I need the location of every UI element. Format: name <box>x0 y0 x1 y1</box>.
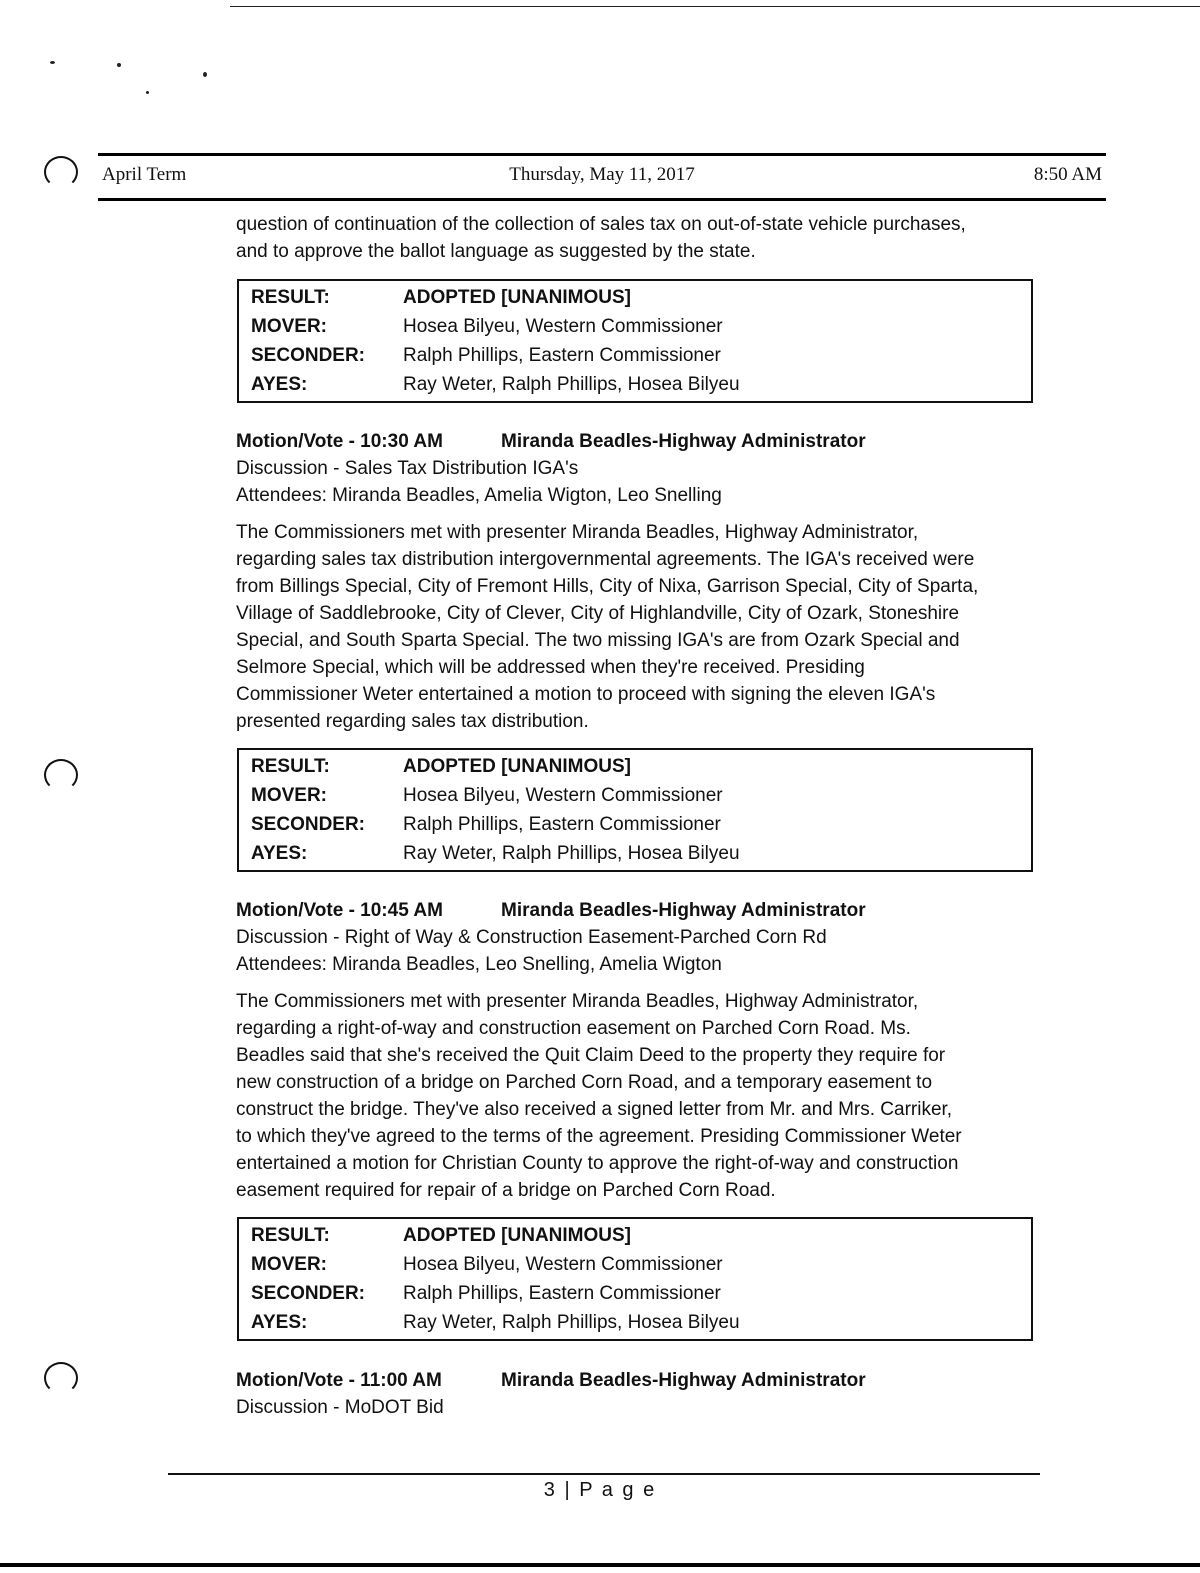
vote-row-mover <box>251 781 1031 810</box>
text-line: and to approve the ballot language as suggested by the state. <box>236 241 756 262</box>
vote-row-result <box>251 283 1031 312</box>
meeting-time: 8:50 AM <box>1033 164 1102 185</box>
result-value: ADOPTED [UNANIMOUS] <box>403 287 631 308</box>
motion-heading <box>236 1367 1036 1394</box>
presenter-name: Miranda Beadles-Highway Administrator <box>501 1370 866 1391</box>
text-line: construct the bridge. They've also received a signed letter from Mr. and Mrs. Carriker, <box>236 1099 953 1120</box>
vote-row-mover <box>251 312 1031 341</box>
text-line: new construction of a bridge on Parched Corn Road, and a temporary easement to <box>236 1072 933 1093</box>
motion-time: Motion/Vote - 11:00 AM <box>236 1370 442 1391</box>
scan-speck <box>50 61 55 64</box>
text-line: regarding a right-of-way and construction easement on Parched Corn Road. Ms. <box>236 1018 911 1039</box>
scan-edge-line <box>0 1563 1200 1567</box>
motion-time: Motion/Vote - 10:45 AM <box>236 900 443 921</box>
motion-heading <box>236 897 1036 924</box>
punch-hole <box>44 156 78 188</box>
ayes-value: Ray Weter, Ralph Phillips, Hosea Bilyeu <box>403 374 740 395</box>
vote-row-ayes <box>251 1308 1031 1337</box>
result-label: RESULT: <box>251 287 330 308</box>
vote-row-ayes <box>251 839 1031 868</box>
ayes-label: AYES: <box>251 374 308 395</box>
text-line: Beadles said that she's received the Quit Claim Deed to the property they require for <box>236 1045 946 1066</box>
ayes-label: AYES: <box>251 843 308 864</box>
vote-row-seconder <box>251 810 1031 839</box>
scan-speck <box>146 91 149 94</box>
text-line: Commissioner Weter entertained a motion to proceed with signing the eleven IGA's <box>236 684 936 705</box>
discussion-line: Discussion - Sales Tax Distribution IGA's <box>236 458 579 479</box>
motion-time: Motion/Vote - 10:30 AM <box>236 431 443 452</box>
discussion-line: Discussion - Right of Way & Construction Easement-Parched Corn Rd <box>236 927 827 948</box>
vote-row-seconder <box>251 341 1031 370</box>
text-line: from Billings Special, City of Fremont Hills, City of Nixa, Garrison Special, City of Sparta, <box>236 576 979 597</box>
term-label: April Term <box>102 164 187 185</box>
agenda-item <box>236 897 1036 1204</box>
attendees-line: Attendees: Miranda Beadles, Amelia Wigton, Leo Snelling <box>236 485 722 506</box>
mover-value: Hosea Bilyeu, Western Commissioner <box>403 316 723 337</box>
page-number: 3 | P a g e <box>543 1479 657 1501</box>
seconder-label: SECONDER: <box>251 345 366 366</box>
agenda-item <box>236 1367 1036 1421</box>
scan-speck <box>203 72 207 77</box>
intro-paragraph <box>236 211 1036 265</box>
ayes-value: Ray Weter, Ralph Phillips, Hosea Bilyeu <box>403 1312 740 1333</box>
text-line: The Commissioners met with presenter Miranda Beadles, Highway Administrator, <box>236 522 919 543</box>
scan-edge-line <box>230 6 1200 7</box>
seconder-label: SECONDER: <box>251 1283 366 1304</box>
ayes-value: Ray Weter, Ralph Phillips, Hosea Bilyeu <box>403 843 740 864</box>
text-line: regarding sales tax distribution intergovernmental agreements. The IGA's received were <box>236 549 975 570</box>
mover-value: Hosea Bilyeu, Western Commissioner <box>403 1254 723 1275</box>
text-line: presented regarding sales tax distribution. <box>236 711 589 732</box>
page-header <box>98 153 1106 201</box>
meeting-date: Thursday, May 11, 2017 <box>509 164 695 185</box>
text-line: Special, and South Sparta Special. The two missing IGA's are from Ozark Special and <box>236 630 960 651</box>
agenda-item <box>236 428 1036 735</box>
attendees-line: Attendees: Miranda Beadles, Leo Snelling, Amelia Wigton <box>236 954 722 975</box>
vote-result-table <box>237 1217 1033 1341</box>
vote-result-table <box>237 748 1033 872</box>
vote-row-result <box>251 1221 1031 1250</box>
seconder-value: Ralph Phillips, Eastern Commissioner <box>403 814 721 835</box>
text-line: easement required for repair of a bridge on Parched Corn Road. <box>236 1180 776 1201</box>
result-label: RESULT: <box>251 756 330 777</box>
result-value: ADOPTED [UNANIMOUS] <box>403 756 631 777</box>
mover-value: Hosea Bilyeu, Western Commissioner <box>403 785 723 806</box>
seconder-value: Ralph Phillips, Eastern Commissioner <box>403 1283 721 1304</box>
vote-row-ayes <box>251 370 1031 399</box>
vote-row-seconder <box>251 1279 1031 1308</box>
result-label: RESULT: <box>251 1225 330 1246</box>
presenter-name: Miranda Beadles-Highway Administrator <box>501 900 866 921</box>
scan-speck <box>117 63 121 67</box>
text-line: to which they've agreed to the terms of the agreement. Presiding Commissioner Weter <box>236 1126 962 1147</box>
text-line: entertained a motion for Christian County to approve the right-of-way and construction <box>236 1153 959 1174</box>
punch-hole <box>44 1362 78 1394</box>
text-line: Selmore Special, which will be addressed when they're received. Presiding <box>236 657 865 678</box>
discussion-line: Discussion - MoDOT Bid <box>236 1397 444 1418</box>
text-line: question of continuation of the collection of sales tax on out-of-state vehicle purchases, <box>236 214 966 235</box>
vote-row-result <box>251 752 1031 781</box>
presenter-name: Miranda Beadles-Highway Administrator <box>501 431 866 452</box>
vote-row-mover <box>251 1250 1031 1279</box>
mover-label: MOVER: <box>251 1254 327 1275</box>
text-line: The Commissioners met with presenter Miranda Beadles, Highway Administrator, <box>236 991 919 1012</box>
seconder-value: Ralph Phillips, Eastern Commissioner <box>403 345 721 366</box>
seconder-label: SECONDER: <box>251 814 366 835</box>
vote-result-table <box>237 279 1033 403</box>
text-line: Village of Saddlebrooke, City of Clever, City of Highlandville, City of Ozark, Stoneshire <box>236 603 960 624</box>
mover-label: MOVER: <box>251 785 327 806</box>
footer-divider <box>168 1473 1040 1475</box>
punch-hole <box>44 759 78 791</box>
motion-heading <box>236 428 1036 455</box>
result-value: ADOPTED [UNANIMOUS] <box>403 1225 631 1246</box>
ayes-label: AYES: <box>251 1312 308 1333</box>
mover-label: MOVER: <box>251 316 327 337</box>
